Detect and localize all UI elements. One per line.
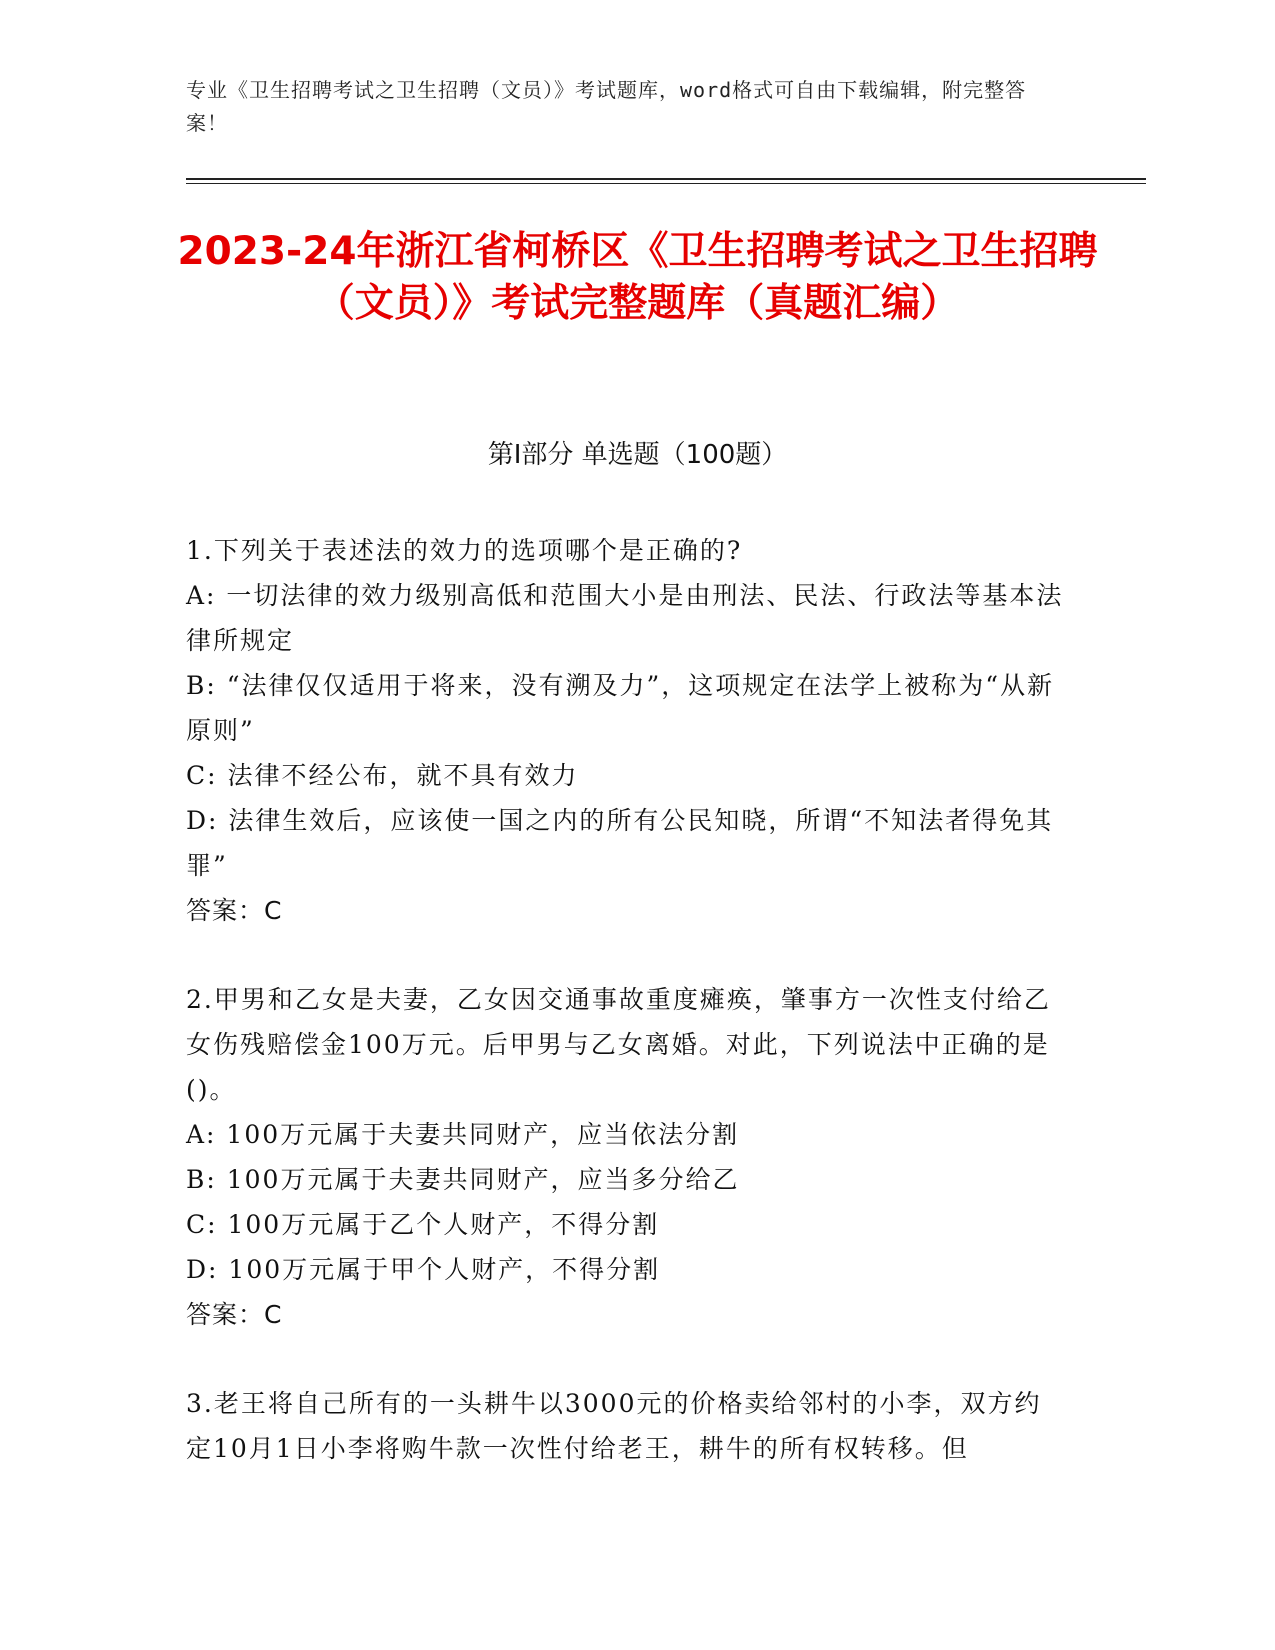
question-1 [186,528,1066,933]
option-b: B: 100万元属于夫妻共同财产，应当多分给乙 [186,1165,740,1194]
question-stem: 3.老王将自己所有的一头耕牛以3000元的价格卖给邻村的小李，双方约定10月1日小李将购牛款一次性付给老王，耕牛的所有权转移。但 [186,1389,1042,1463]
answer: 答案：C [186,1300,283,1329]
option-d: D: 100万元属于甲个人财产，不得分割 [186,1255,661,1284]
option-d: D: 法律生效后，应该使一国之内的所有公民知晓，所谓“不知法者得免其罪” [186,806,1054,880]
question-stem: 2.甲男和乙女是夫妻，乙女因交通事故重度瘫痪，肇事方一次性支付给乙女伤残赔偿金100万元。后甲男与乙女离婚。对此，下列说法中正确的是()。 [186,985,1051,1104]
question-list [186,528,1066,1515]
header-note: 专业《卫生招聘考试之卫生招聘（文员）》考试题库，word格式可自由下载编辑，附完整答案！ [186,78,1027,135]
section-heading: 第I部分 单选题（100题） [487,440,788,470]
option-c: C: 100万元属于乙个人财产，不得分割 [186,1210,660,1239]
header-divider [186,178,1146,184]
question-2 [186,977,1066,1337]
question-stem: 1.下列关于表述法的效力的选项哪个是正确的? [186,536,743,565]
question-3 [186,1381,1066,1471]
answer: 答案：C [186,896,283,925]
document-title: 2023-24年浙江省柯桥区《卫生招聘考试之卫生招聘（文员）》考试完整题库（真题汇编） [177,229,1098,326]
option-b: B: “法律仅仅适用于将来，没有溯及力”，这项规定在法学上被称为“从新原则” [186,671,1055,745]
option-a: A: 一切法律的效力级别高低和范围大小是由刑法、民法、行政法等基本法律所规定 [186,581,1064,655]
option-a: A: 100万元属于夫妻共同财产，应当依法分割 [186,1120,740,1149]
option-c: C: 法律不经公布，就不具有效力 [186,761,579,790]
